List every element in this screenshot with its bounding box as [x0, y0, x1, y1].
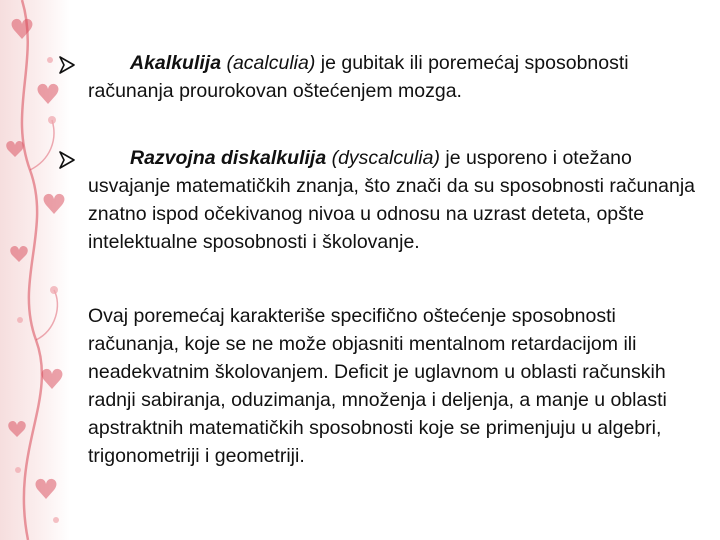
- term-akalkulija: Akalkulija: [130, 52, 222, 74]
- term-razvojna-diskalkulija: Razvojna diskalkulija: [130, 147, 327, 169]
- arrow-bullet-icon: [59, 151, 75, 169]
- definition-akalkulija: [88, 49, 698, 105]
- latin-term-dyscalculia: (dyscalculia): [331, 147, 440, 169]
- definition-text-akalkulija: je gubitak ili poremećaj sposobnosti računanja prourokovan oštećenjem mozga.: [88, 52, 629, 102]
- definition-text-diskalkulija: je usporeno i otežano usvajanje matematičkih znanja, što znači da su sposobnosti računanja znatno ispod očekivanog nivoa u odnosu na uzrast deteta, opšte intelektualne sposobnosti i školovanje.: [88, 147, 696, 253]
- definition-diskalkulija: [88, 144, 698, 256]
- explanation-paragraph: Ovaj poremećaj karakteriše specifično oštećenje sposobnosti računanja, koje se ne može objasniti mentalnom retardacijom ili neadekvatnim školovanjem. Deficit je uglavnom u oblasti računskih radnji sabiranja, oduzimanja, množenja i deljenja, a manje u oblasti apstraktnih matematičkih sposobnosti koje se primenjuju u algebri, trigonometriji i geometriji.: [88, 305, 667, 467]
- latin-term-acalculia: (acalculia): [226, 52, 316, 74]
- arrow-bullet-icon: [59, 56, 75, 74]
